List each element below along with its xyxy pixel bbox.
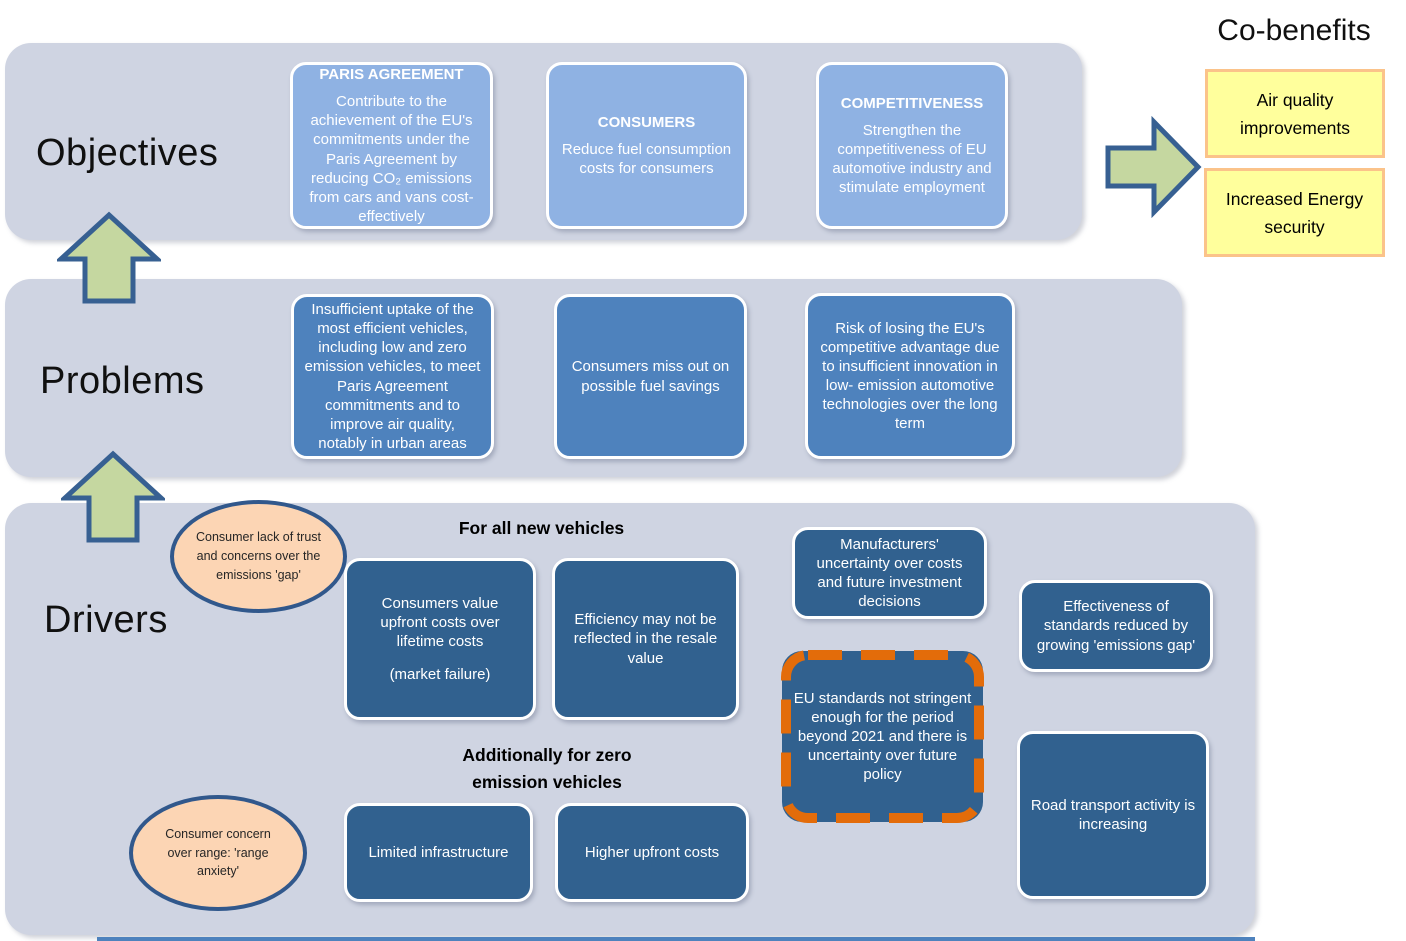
box-body: Higher upfront costs [584, 843, 720, 861]
ellipse-body: Consumer lack of trust and concerns over the emissions 'gap' [195, 530, 322, 582]
driver-box-emissions-gap-standards [1019, 580, 1213, 672]
driver-box-eu-standards-dashed [782, 651, 983, 822]
driver-box-higher-upfront-costs [555, 803, 749, 902]
heading-for-all-new-vehicles: For all new vehicles [458, 518, 625, 538]
cobenefit-label: Air quality improvements [1240, 89, 1350, 138]
objective-box-competitiveness [816, 62, 1008, 229]
cobenefit-box-energy-security [1204, 168, 1385, 257]
ellipse-range-anxiety [129, 795, 307, 911]
driver-box-manufacturers-uncertainty [792, 527, 987, 619]
cobenefit-box-air-quality [1205, 69, 1385, 158]
driver-box-limited-infrastructure [344, 803, 533, 902]
box-body: Insufficient uptake of the most efficient vehicles, including low and zero emission vehicles, to meet Paris Agreement commitments and to improve air quality, notably in urban areas [304, 301, 481, 452]
cutoff-bottom-strip [97, 937, 1255, 941]
objective-box-consumers [546, 62, 747, 229]
problem-box-fuel-savings [554, 294, 747, 459]
box-title: COMPETITIVENESS [840, 94, 984, 112]
box-body: Efficiency may not be reflected in the resale value [573, 611, 718, 667]
heading-additionally-zero-emission: Additionally for zero emission vehicles [462, 745, 632, 793]
objectives-label: Objectives [36, 132, 219, 174]
driver-box-upfront-vs-lifetime [344, 558, 536, 720]
box-title: PARIS AGREEMENT [319, 66, 464, 84]
box-body: Consumers miss out on possible fuel savings [571, 358, 730, 395]
box-title: CONSUMERS [597, 113, 696, 131]
cobenefits-title: Co-benefits [1217, 14, 1371, 47]
up-arrow-icon [57, 211, 161, 305]
box-body: Risk of losing the EU's competitive advantage due to insufficient innovation in low- emission automotive technologies over the long term [820, 319, 1000, 433]
box-body: Limited infrastructure [368, 843, 509, 861]
right-arrow-icon [1104, 116, 1202, 218]
objective-box-paris-agreement [290, 62, 493, 229]
driver-box-road-transport [1017, 731, 1209, 899]
box-body: Road transport activity is increasing [1030, 796, 1196, 833]
box-body: Strengthen the competitiveness of EU automotive industry and stimulate employment [832, 121, 992, 197]
driver-box-resale-value [552, 558, 739, 720]
cobenefit-label: Increased Energy security [1225, 188, 1364, 237]
box-body: EU standards not stringent enough for the period beyond 2021 and there is uncertainty over future policy [793, 689, 972, 784]
box-body: Manufacturers' uncertainty over costs and future investment decisions [816, 535, 963, 611]
problem-box-insufficient-uptake [291, 294, 494, 459]
up-arrow-icon [61, 450, 165, 544]
box-body: Effectiveness of standards reduced by growing 'emissions gap' [1036, 598, 1196, 654]
box-body: Contribute to the achievement of the EU's commitments under the Paris Agreement by reducing CO₂ emissions from cars and vans cost-effectively [309, 93, 474, 225]
box-note: (market failure) [389, 666, 491, 684]
box-body: Consumers value upfront costs over lifetime costs [380, 594, 500, 650]
problems-label: Problems [40, 360, 205, 402]
ellipse-body: Consumer concern over range: 'range anxiety' [165, 826, 271, 879]
drivers-label: Drivers [44, 599, 168, 641]
problem-box-competitive-advantage [805, 293, 1015, 459]
ellipse-emissions-gap-trust [170, 500, 347, 613]
box-body: Reduce fuel consumption costs for consumers [561, 140, 732, 178]
